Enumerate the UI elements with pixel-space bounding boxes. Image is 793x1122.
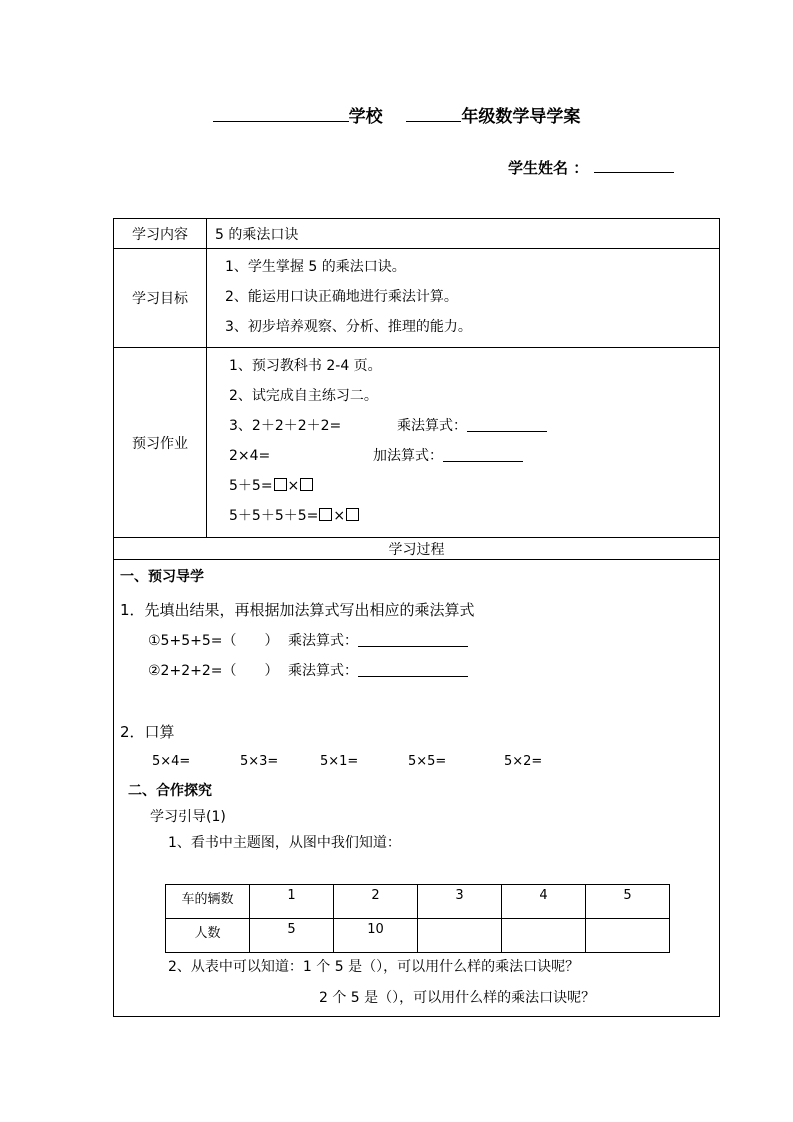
answer-blank[interactable] (358, 633, 468, 647)
answer-box[interactable] (274, 478, 287, 491)
homework-addition: 3、2＋2＋2＋2= (229, 418, 342, 434)
times-sign: × (287, 478, 300, 494)
content-row (114, 219, 720, 249)
goal-item: 3、初步培养观察、分析、推理的能力。 (225, 319, 472, 335)
oral-item: 5×2= (504, 754, 543, 769)
process-content (114, 560, 719, 1016)
cars-cell: 4 (502, 885, 586, 919)
homework-multiplication: 2×4= (229, 448, 271, 464)
people-label: 人数 (166, 919, 250, 953)
homework-label: 预习作业 (114, 348, 207, 538)
homework-cell (207, 348, 720, 538)
student-name-label: 学生姓名 ： (508, 159, 589, 177)
question-1b (148, 660, 468, 680)
grade-suffix: 年级数学导学案 (461, 107, 581, 127)
grade-blank[interactable] (406, 106, 461, 122)
homework-line-2: 2、试完成自主练习二。 (229, 388, 378, 404)
question-1b-sum: ②2+2+2=（ ） (148, 663, 279, 679)
school-suffix: 学校 (348, 107, 383, 127)
question-2: 2．口算 (120, 723, 175, 741)
goals-label: 学习目标 (114, 249, 207, 348)
times-sign: × (333, 508, 346, 524)
goals-cell (207, 249, 720, 348)
homework-sum: 5＋5＋5＋5= (229, 508, 319, 524)
question-1a-sum: ①5+5+5=（ ） (148, 633, 279, 649)
mult-label: 乘法算式： (288, 633, 358, 649)
answer-box[interactable] (346, 508, 359, 521)
people-cell[interactable] (586, 919, 670, 953)
process-cell (114, 560, 720, 1017)
student-name-line (508, 157, 674, 178)
answer-box[interactable] (319, 508, 332, 521)
goal-item: 2、能运用口诀正确地进行乘法计算。 (225, 289, 458, 305)
homework-line-6 (207, 501, 719, 531)
guide-title: 学习引导(1) (150, 809, 226, 825)
student-name-blank[interactable] (594, 157, 674, 173)
lesson-plan-table (113, 218, 720, 1017)
oral-item: 5×3= (240, 754, 279, 769)
process-header: 学习过程 (114, 538, 720, 560)
people-cell[interactable] (502, 919, 586, 953)
document-title (0, 102, 793, 127)
section-1-title: 一、预习导学 (120, 569, 204, 585)
answer-blank[interactable] (467, 418, 547, 432)
homework-line-1: 1、预习教科书 2-4 页。 (229, 358, 382, 374)
cars-row (166, 885, 670, 919)
answer-box[interactable] (300, 478, 313, 491)
question-1a (148, 630, 468, 650)
oral-item: 5×1= (320, 754, 359, 769)
guide-question-2b: 2 个 5 是（），可以用什么样的乘法口诀呢？ (319, 990, 596, 1006)
oral-item: 5×5= (408, 754, 447, 769)
cars-cell: 5 (586, 885, 670, 919)
homework-line-3 (207, 411, 719, 441)
cars-cell: 3 (418, 885, 502, 919)
section-2-title: 二、合作探究 (128, 783, 212, 799)
goal-item: 1、学生掌握 5 的乘法口诀。 (225, 259, 406, 275)
process-row (114, 560, 720, 1017)
homework-row (114, 348, 720, 538)
people-cell[interactable] (418, 919, 502, 953)
answer-blank[interactable] (443, 448, 523, 462)
mult-label: 乘法算式： (397, 418, 467, 434)
cars-label: 车的辆数 (166, 885, 250, 919)
guide-question-1: 1、看书中主题图，从图中我们知道： (168, 835, 401, 851)
cars-cell: 1 (250, 885, 334, 919)
school-blank[interactable] (213, 106, 349, 122)
people-row (166, 919, 670, 953)
oral-item: 5×4= (152, 754, 191, 769)
add-label: 加法算式： (373, 448, 443, 464)
homework-line-4 (207, 441, 719, 471)
cars-cell: 2 (334, 885, 418, 919)
content-label: 学习内容 (114, 219, 207, 249)
goals-row (114, 249, 720, 348)
process-header-row (114, 538, 720, 560)
content-value: 5 的乘法口诀 (207, 219, 720, 249)
question-1: 1．先填出结果，再根据加法算式写出相应的乘法算式 (120, 601, 475, 619)
mult-label: 乘法算式： (288, 663, 358, 679)
people-cell: 5 (250, 919, 334, 953)
answer-blank[interactable] (358, 663, 468, 677)
homework-sum: 5＋5= (229, 478, 273, 494)
homework-line-5 (207, 471, 719, 501)
cars-people-table (165, 884, 670, 953)
people-cell: 10 (334, 919, 418, 953)
guide-question-2a: 2、从表中可以知道：1 个 5 是（），可以用什么样的乘法口诀呢？ (168, 959, 580, 975)
